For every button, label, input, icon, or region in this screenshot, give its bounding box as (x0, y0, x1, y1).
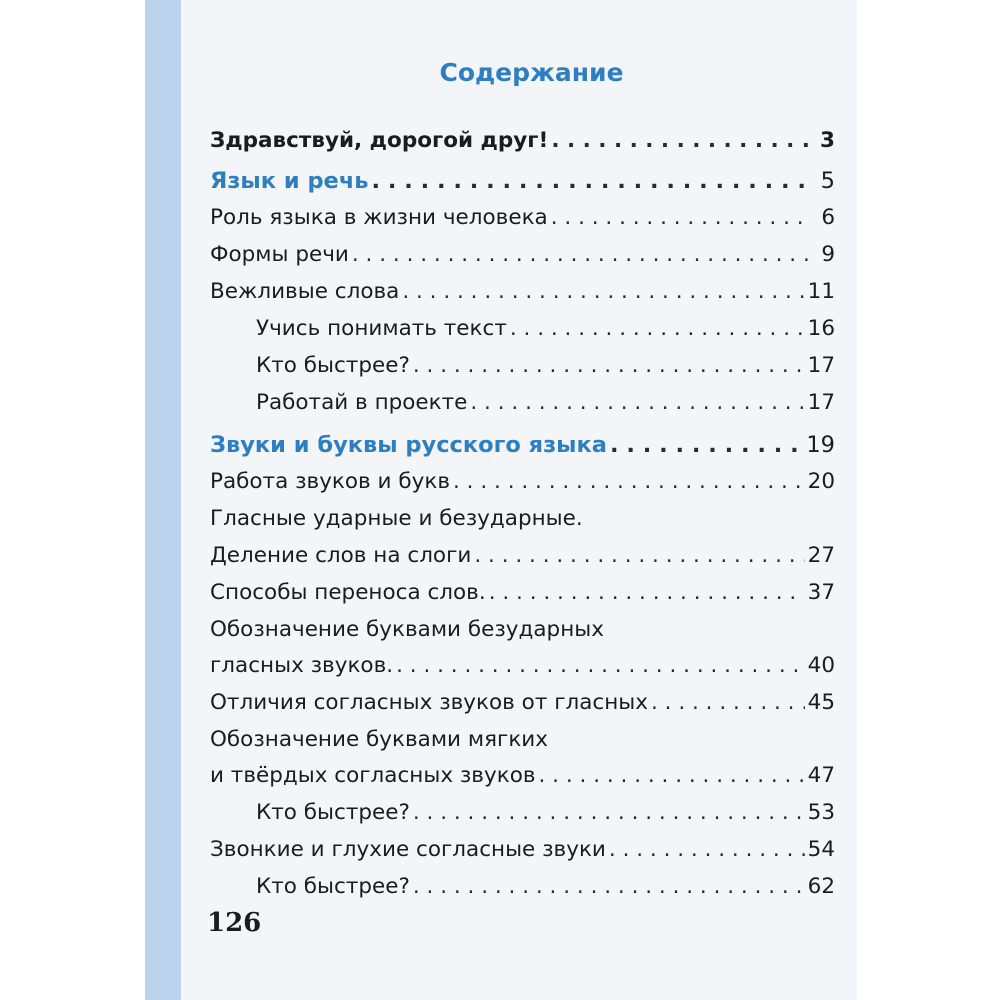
toc-entry (210, 123, 835, 159)
leader-dots (470, 385, 804, 421)
toc-entry-page: 27 (807, 543, 835, 568)
toc-entry-page: 17 (807, 353, 835, 378)
leader-dots (489, 575, 805, 611)
toc-entry (210, 832, 835, 868)
toc-entry-page: 53 (807, 800, 835, 825)
leader-dots (396, 648, 805, 684)
toc-entry-page: 5 (820, 168, 835, 194)
toc-entry (210, 237, 835, 273)
toc-entry (210, 274, 835, 310)
toc-entry (210, 385, 835, 421)
leader-dots (551, 200, 808, 236)
leader-dots (453, 464, 805, 500)
leader-dots (539, 758, 805, 794)
leader-dots (510, 311, 805, 347)
leader-dots (413, 869, 805, 905)
toc-entry-label: Гласные ударные и безударные. (210, 506, 583, 531)
toc-entry (210, 200, 835, 236)
toc-entry-label: Работа звуков и букв (210, 469, 451, 494)
toc-entry (210, 311, 835, 347)
toc-entry (210, 348, 835, 384)
toc-entry-page: 62 (807, 874, 835, 899)
toc-entry-page: 19 (806, 432, 835, 458)
leader-dots (610, 427, 803, 463)
leader-dots (651, 685, 805, 721)
toc-entry-page: 9 (821, 242, 835, 267)
toc-entry-label: Кто быстрее? (256, 874, 410, 899)
toc-entry (210, 464, 835, 500)
toc-section-heading (210, 427, 835, 463)
toc-entry-page: 54 (807, 837, 835, 862)
toc-entry-label: Вежливые слова (210, 279, 400, 304)
leader-dots (372, 163, 809, 199)
toc-entry-page: 3 (820, 128, 835, 153)
toc-entry-label: Деление слов на слоги (210, 543, 472, 568)
toc-entry-label: Здравствуй, дорогой друг! (210, 128, 549, 153)
toc-entry (210, 869, 835, 905)
toc-entry-label: Роль языка в жизни человека (210, 205, 548, 230)
toc-entry-label: Звонкие и глухие согласные звуки (210, 837, 606, 862)
toc-entry-label: Звуки и буквы русского языка (210, 432, 607, 458)
toc-entry (210, 501, 835, 537)
toc-entry-page: 45 (807, 690, 835, 715)
leader-dots (551, 123, 808, 159)
toc-entry-page: 47 (807, 763, 835, 788)
toc-entry-page: 16 (807, 316, 835, 341)
toc-entry (210, 685, 835, 721)
toc-entry-label-line2: гласных звуков. (210, 653, 394, 678)
toc-entry-label: Формы речи (210, 242, 349, 267)
toc-entry-page: 17 (807, 390, 835, 415)
toc-entry-page: 11 (807, 279, 835, 304)
toc-entry-label: Работай в проекте (256, 390, 468, 415)
toc-entry-page: 6 (821, 205, 835, 230)
toc-entry-label-line1: Обозначение буквами мягких (210, 727, 548, 752)
leader-dots (352, 237, 808, 273)
toc-entry-label: Отличия согласных звуков от гласных (210, 690, 648, 715)
page-number: 126 (207, 908, 262, 938)
leader-dots (474, 538, 804, 574)
toc-entry-label: Кто быстрее? (256, 353, 410, 378)
toc-entry (210, 612, 835, 684)
leader-dots (402, 274, 804, 310)
toc-entry-label-line2: и твёрдых согласных звуков (210, 763, 536, 788)
toc-entry-page: 40 (807, 653, 835, 678)
leader-dots (413, 348, 805, 384)
toc-entry-label-line1: Обозначение буквами безударных (210, 617, 604, 642)
toc-entry-label: Учись понимать текст (256, 316, 507, 341)
page-margin-stripe (145, 0, 181, 1000)
toc-entry (210, 722, 835, 794)
toc-entry-page: 37 (807, 580, 835, 605)
toc-entry-label: Язык и речь (210, 168, 369, 194)
toc-entry-label: Способы переноса слов. (210, 580, 486, 605)
toc-entry-page: 20 (807, 469, 835, 494)
toc-entry (210, 575, 835, 611)
toc-entry (210, 538, 835, 574)
table-of-contents (210, 50, 835, 905)
toc-entry-label: Кто быстрее? (256, 800, 410, 825)
toc-entry (210, 795, 835, 831)
leader-dots (413, 795, 805, 831)
toc-title: Содержание (439, 58, 624, 87)
toc-section-heading (210, 163, 835, 199)
leader-dots (609, 832, 805, 868)
